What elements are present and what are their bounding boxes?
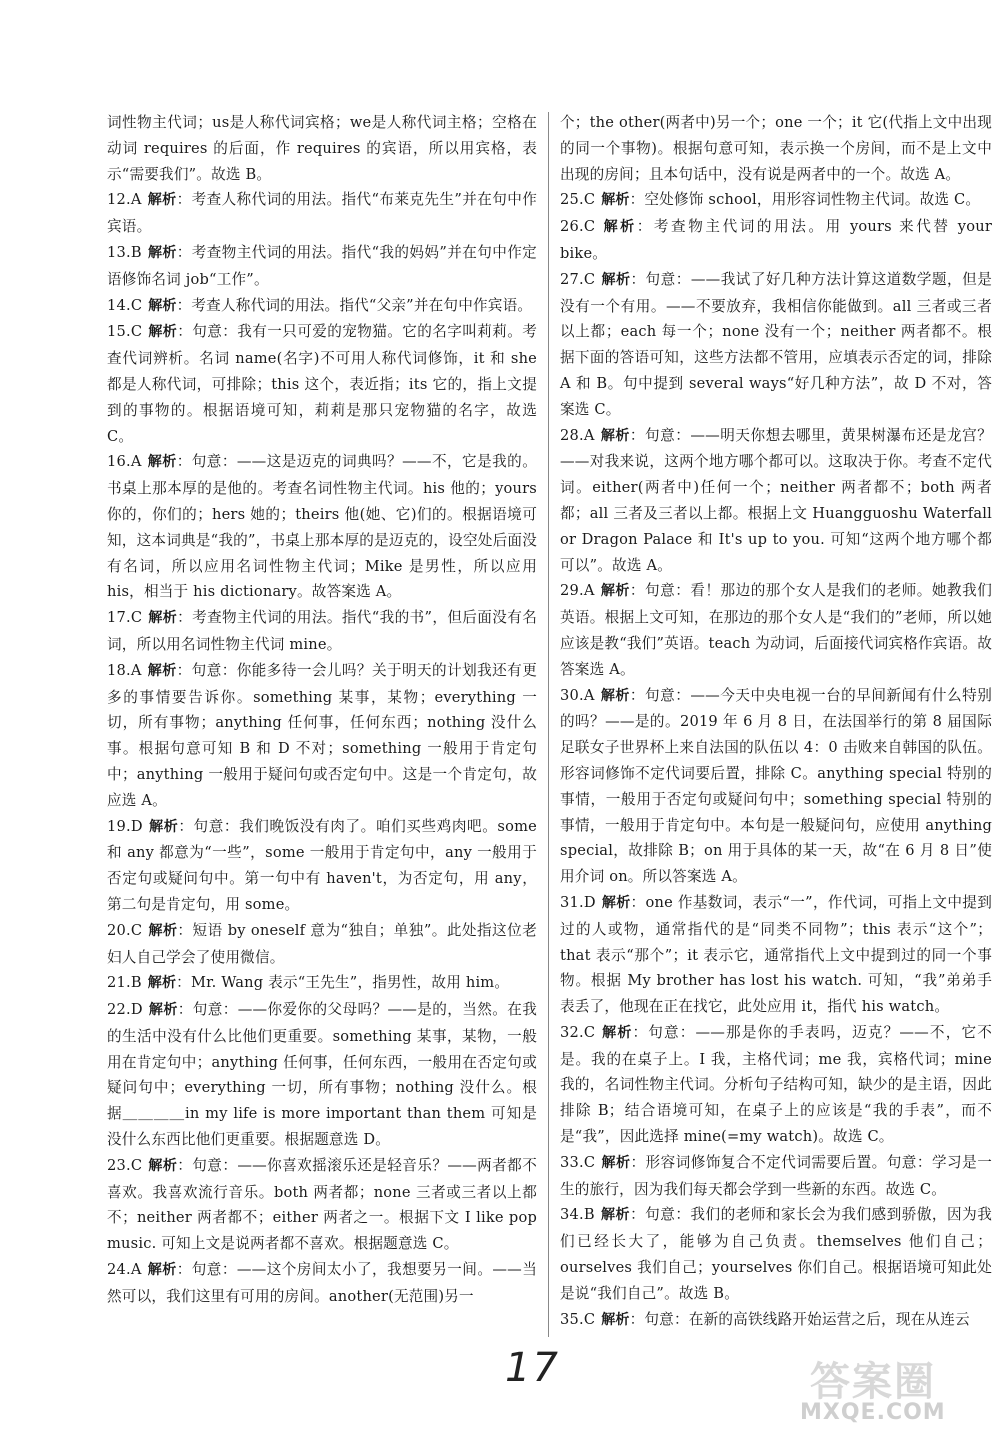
answer-item (560, 1202, 992, 1306)
item-answer: C (583, 1310, 596, 1328)
answer-item (107, 658, 537, 814)
answer-item (560, 683, 992, 890)
left-intro-paragraph: 词性物主代词；us是人称代词宾格；we是人称代词主格；空格在动词 requires 的后面，作 requires 的宾语，所以用宾格，表示“需要我们”。故选 B。 (107, 114, 537, 183)
item-number: 24. (107, 1261, 131, 1279)
item-answer: C (583, 1023, 596, 1041)
item-answer: B (130, 974, 142, 992)
item-label: 解析 (148, 1002, 178, 1019)
left-item-list (107, 187, 537, 1309)
item-explanation: ：句意：我有一只可爱的宠物猫。它的名字叫莉莉。考查代词辨析。名词 name(名字)不可用人称代词修饰，it 和 she 都是人称代词，可排除；this 这个，表近指；its 它的，指上文提到的事物的。根据语境可知，莉莉是那只宠物猫的名字，故选 C。 (107, 323, 537, 445)
right-item-list (560, 187, 992, 1333)
item-answer: C (583, 191, 596, 209)
item-label: 解析 (601, 1311, 630, 1328)
item-answer: C (130, 609, 143, 627)
item-answer: A (130, 453, 142, 471)
item-answer: A (130, 191, 142, 209)
answer-item (107, 814, 537, 918)
item-explanation: ：句意：——我试了好几种方法计算这道数学题，但是没有一个有用。——不要放弃，我相信你能做到。all 三者或三者以上都；each 每一个；none 没有一个；neither 两者都不。根据下面的答语可知，这些方法都不管用，应填表示否定的词，排除 A 和 B。句中提到 several ways“好几种方法”，故 D 不对，答案选 C。 (560, 270, 992, 418)
item-label: 解析 (600, 687, 630, 704)
answer-item (107, 1153, 537, 1257)
item-label: 解析 (601, 1154, 631, 1171)
page-number: 17 (505, 1345, 560, 1391)
item-number: 27. (560, 270, 584, 288)
item-number: 29. (560, 582, 584, 600)
answer-item (107, 970, 537, 997)
answer-item (560, 1150, 992, 1203)
item-number: 33. (560, 1153, 584, 1171)
item-answer: B (583, 1206, 595, 1224)
item-explanation: ：考查物主代词的用法。指代“我的妈妈”并在句中作定语修饰名词 job“工作”。 (107, 243, 537, 288)
item-number: 30. (560, 686, 584, 704)
item-label: 解析 (147, 975, 177, 992)
item-explanation: ：句意：在新的高铁线路开始运营之后，现在从连云 (629, 1310, 970, 1328)
item-answer: C (130, 1156, 143, 1174)
item-label: 解析 (147, 454, 177, 471)
item-answer: A (583, 426, 595, 444)
item-answer: D (130, 817, 143, 835)
answer-item (560, 890, 992, 1020)
item-label: 解析 (148, 922, 178, 939)
watermark-text: 答案圈 (810, 1359, 936, 1405)
item-explanation: ：句意：——你喜欢摇滚乐还是轻音乐？——两者都不喜欢。我喜欢流行音乐。both 两者都；none 三者或三者以上都不；neither 两者都不；either 两者之一。根据下文 I like pop music. 可知上文是说两者都不喜欢。根据题意选 C。 (107, 1156, 537, 1253)
watermark-logo (800, 1350, 990, 1430)
item-number: 26. (560, 218, 584, 236)
item-explanation: ：Mr. Wang 表示“王先生”，指男性，故用 him。 (176, 974, 510, 992)
item-number: 25. (560, 191, 584, 209)
item-number: 23. (107, 1156, 131, 1174)
item-label: 解析 (600, 427, 630, 444)
item-explanation: ：考查物主代词的用法。指代“我的书”，但后面没有名词，所以用名词性物主代词 mine。 (107, 609, 537, 653)
item-answer: C (130, 296, 143, 314)
item-explanation: ：句意：——明天你想去哪里，黄果树瀑布还是龙宫？——对我来说，这两个地方哪个都可以。这取决于你。考查不定代词。either(两者中)任何一个；neither 两者都不；both 两者都；all 三者及三者以上都。根据上文 Huangguoshu Waterfall or Dragon Palace 和 It's up to you. 可知“这两个地方哪个都可以”。故选 A。 (560, 426, 992, 574)
item-explanation: ：句意：——这是迈克的词典吗？——不，它是我的。书桌上那本厚的是他的。考查名词性物主代词。his 他的；yours 你的，你们的；hers 她的；theirs 他(她、它)们的。根据语境可知，这本词典是“我的”，书桌上那本厚的是迈克的，设空处后面没有名词，所以应用名词性物主代词；Mike 是男性，所以应用 his，相当于 his dictionary。故答案选 A。 (107, 453, 537, 601)
item-explanation: ：形容词修饰复合不定代词需要后置。句意：学习是一生的旅行，因为我们每天都会学到一些新的东西。故选 C。 (560, 1153, 992, 1198)
item-label: 解析 (601, 894, 631, 911)
item-explanation: ：句意：——这个房间太小了，我想要另一间。——当然可以，我们这里有可用的房间。another(无范围)另一 (107, 1261, 537, 1305)
item-label: 解析 (148, 610, 178, 627)
item-explanation: ：空处修饰 school，用形容词性物主代词。故选 C。 (629, 191, 981, 209)
item-number: 18. (107, 661, 131, 679)
item-label: 解析 (601, 219, 637, 236)
item-explanation: ：句意：——那是你的手表吗，迈克？——不，它不是。我的在桌子上。I 我，主格代词；me 我，宾格代词；mine 我的，名词性物主代词。分析句子结构可知，缺少的是主语，因此排除 B；结合语境可知，在桌子上的应该是“我的手表”，而不是“我”，因此选择 mine(=my watch)。故选 C。 (560, 1023, 992, 1146)
item-label: 解析 (148, 324, 178, 341)
item-answer: C (583, 270, 596, 288)
answer-item (107, 319, 537, 449)
item-explanation: ：考查人称代词的用法。指代“父亲”并在句中作宾语。 (176, 296, 533, 314)
item-answer: C (130, 323, 143, 341)
item-number: 17. (107, 609, 131, 627)
answer-item (107, 187, 537, 240)
item-explanation: ：句意：我们的老师和家长会为我们感到骄傲，因为我们已经长大了，能够为自己负责。themselves 他们自己；ourselves 我们自己；yourselves 你们自己。根据语境可知此处是说“我们自己”。故选 B。 (560, 1206, 992, 1302)
item-answer: C (583, 218, 596, 236)
watermark-url: MXQE.COM (800, 1400, 946, 1425)
item-label: 解析 (600, 1207, 631, 1224)
answer-item (107, 605, 537, 658)
item-number: 31. (560, 893, 584, 911)
item-number: 32. (560, 1023, 584, 1041)
item-answer: C (130, 921, 143, 939)
left-column (107, 110, 537, 1310)
item-explanation: ：考查人称代词的用法。指代“布莱克先生”并在句中作宾语。 (107, 191, 537, 236)
item-label: 解析 (148, 1157, 178, 1174)
answer-item (560, 187, 992, 214)
item-number: 14. (107, 296, 131, 314)
item-explanation: ：句意：——你爱你的父母吗？——是的，当然。在我的生活中没有什么比他们更重要。something 某事，某物，一般用在肯定句中；anything 任何事，任何东西，一般用在否定句或疑问句中；everything 一切，所有事物；nothing 没什么。根据＿＿＿＿in my life is more important than them 可知是没什么东西比他们更重要。根据题意选 D。 (107, 1001, 537, 1149)
item-explanation: ：句意：看！那边的那个女人是我们的老师。她教我们英语。根据上文可知，在那边的那个女人是“我们的”老师，所以她应该是教“我们”英语。teach 为动词，后面接代词宾格作宾语。故答案选 A。 (560, 582, 992, 678)
item-explanation: ：句意：——今天中央电视一台的早间新闻有什么特别的吗？——是的。2019 年 6 月 8 日，在法国举行的第 8 届国际足联女子世界杯上来自法国的队伍以 4：0 击败来自韩国的队伍。形容词修饰不定代词要后置，排除 C。anything special 特别的事情，一般用于否定句或疑问句中；something special 特别的事情，一般用于肯定句中。本句是一般疑问句，应使用 anything special，故排除 B；on 用于具体的某一天，故“在 6 月 8 日”使用介词 on。所以答案选 A。 (560, 686, 992, 886)
item-label: 解析 (601, 192, 630, 209)
answer-item (560, 267, 992, 423)
item-explanation: ：one 作基数词，表示“一”，作代词，可指上文中提到过的人或物，通常指代的是“同类不同物”；this 表示“这个”；that 表示“那个”；it 表示它，通常指代上文中提到过的同一个事物。根据 My brother has lost his watch. 可知，“我”弟弟手表丢了，他现在正在找它，此处应用 it，指代 his watch。 (560, 893, 992, 1016)
item-number: 19. (107, 817, 131, 835)
item-explanation: ：句意：我们晚饭没有肉了。咱们买些鸡肉吧。some 和 any 都意为“一些”，some 一般用于肯定句中，any 一般用于否定句或疑问句中。第一句中有 haven't，为否定句，用 any，第二句是肯定句，用 some。 (107, 817, 537, 913)
item-explanation: ：句意：你能多待一会儿吗？关于明天的计划我还有更多的事情要告诉你。something 某事，某物；everything 一切，所有事物；anything 任何事，任何东西；nothing 没什么事。根据句意可知 B 和 D 不对；something 一般用于肯定句中；anything 一般用于疑问句或否定句中。这是一个肯定句，故应选 A。 (107, 661, 537, 809)
item-answer: A (130, 1261, 142, 1279)
item-answer: D (583, 893, 596, 911)
item-number: 12. (107, 191, 131, 209)
item-number: 15. (107, 323, 131, 341)
item-number: 22. (107, 1001, 131, 1019)
item-label: 解析 (148, 818, 179, 835)
item-number: 21. (107, 974, 131, 992)
answer-item (560, 1020, 992, 1150)
item-answer: B (130, 243, 142, 261)
item-number: 20. (107, 921, 131, 939)
item-answer: C (583, 1153, 596, 1171)
item-answer: D (130, 1001, 143, 1019)
answer-item (560, 423, 992, 579)
right-intro-paragraph: 个；the other(两者中)另一个；one 一个；it 它(代指上文中出现的同一个事物)。根据句意可知，表示换一个房间，而不是上文中出现的房间；且本句话中，没有说是两者中的一个。故选 A。 (560, 114, 992, 183)
item-label: 解析 (601, 271, 631, 288)
answer-item (107, 449, 537, 605)
item-number: 13. (107, 243, 131, 261)
item-explanation: ：考查物主代词的用法。用 yours 来代替 your bike。 (560, 218, 992, 262)
item-answer: A (583, 582, 595, 600)
item-explanation: ：短语 by oneself 意为“独自；单独”。此处指这位老妇人自己学会了使用微信。 (107, 921, 537, 966)
item-number: 34. (560, 1206, 584, 1224)
item-label: 解析 (147, 192, 177, 209)
answer-item (107, 918, 537, 971)
item-label: 解析 (147, 662, 177, 679)
answer-item (107, 240, 537, 293)
answer-item (560, 214, 992, 267)
answer-item (560, 1307, 992, 1334)
answer-item (560, 578, 992, 682)
answer-item (107, 293, 537, 320)
item-label: 解析 (147, 1262, 177, 1279)
item-number: 28. (560, 426, 584, 444)
right-column (560, 110, 992, 1333)
item-number: 35. (560, 1310, 584, 1328)
item-label: 解析 (147, 244, 177, 261)
answer-item (107, 997, 537, 1153)
item-label: 解析 (148, 297, 177, 314)
column-divider (548, 112, 549, 1337)
item-number: 16. (107, 453, 131, 471)
item-label: 解析 (600, 583, 630, 600)
item-answer: A (583, 686, 595, 704)
item-answer: A (130, 661, 142, 679)
item-label: 解析 (601, 1024, 633, 1041)
answer-item (107, 1257, 537, 1310)
